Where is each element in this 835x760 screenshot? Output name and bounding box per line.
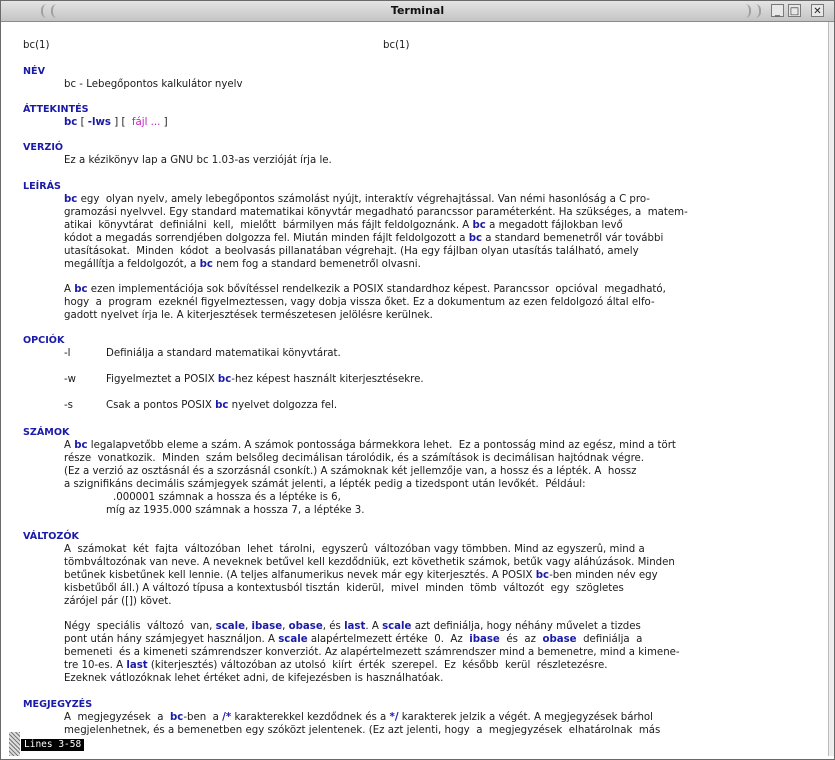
megjegyzes-line: megjelenhetnek, és a bemenetben egy szóközt jelentenek. (Ez azt jelenti, hogy a megjegyzések elhatárolnak más	[64, 725, 661, 736]
window-title: Terminal	[390, 4, 445, 17]
szamok-example: .000001 számnak a hossza és a léptéke is 6,	[113, 492, 341, 503]
pager-status: Lines 3-58	[21, 739, 84, 751]
valtozok-line: tömbváltozónak van neve. A neveknek betűvel kell kezdődniük, ezt követhetik számok, betűk vagy aláhúzások. Minden	[64, 557, 675, 568]
leiras-line: hogy a program ezeknél figyelmeztessen, vagy dobja vissza őket. Ez a dokumentum az ezen feldolgozó által elfo-	[64, 297, 655, 308]
option-desc: Figyelmeztet a POSIX bc-hez képest használt kiterjesztésekre.	[106, 374, 424, 385]
leiras-line: bc egy olyan nyelv, amely lebegőpontos számolást nyújt, interaktív végrehajtással. Van némi hasonlóság a C pro-	[64, 194, 650, 205]
section-title-attekintes: ÁTTEKINTÉS	[23, 104, 89, 115]
option-desc: Definiálja a standard matematikai könyvtárat.	[106, 348, 341, 359]
resize-grip-icon[interactable]	[9, 732, 20, 756]
leiras-line: kódot a megadás sorrendjében dolgozza fel. Miután minden fájlt feldolgozott a bc a standard bemenetről vár további	[64, 233, 664, 244]
megjegyzes-line: A megjegyzések a bc-ben a /* karakterekkel kezdődnek és a */ karakterek jelzik a végét. A megjegyzések bárhol	[64, 712, 653, 723]
szamok-line: A bc legalapvetőbb eleme a szám. A számok pontossága bármekkora lehet. Ez a pontosság mind az egész, mind a tört	[64, 440, 676, 451]
section-title-szamok: SZÁMOK	[23, 427, 70, 438]
szamok-line: része vonatkozik. Minden szám belsőleg decimálisan tárolódik, és a számítások is decimálisan hajtódnak végre.	[64, 453, 645, 464]
synopsis-line: bc [ -lws ] [ fájl ... ]	[64, 117, 168, 128]
valtozok-line: betűnek kisbetűnek kell lennie. (A teljes alfanumerikus nevek már egy kiterjesztés. A POSIX bc-ben minden név egy	[64, 570, 658, 581]
szamok-line: (Ez a verzió az osztásnál és a szorzásnál csonkít.) A számoknak két jellemzője van, a hossz és a lépték. A hossz	[64, 466, 637, 477]
valtozok-line: bemeneti és a kimeneti számrendszer konverziót. Az alapértelmezett számrendszer mind a bemenetre, mind a kimene-	[64, 647, 680, 658]
section-title-valtozok: VÁLTOZÓK	[23, 531, 79, 542]
terminal-content[interactable]	[5, 22, 827, 756]
minimize-button[interactable]: _	[771, 4, 784, 17]
section-title-opciok: OPCIÓK	[23, 335, 65, 346]
leiras-line: A bc ezen implementációja sok bővítéssel rendelkezik a POSIX standardhoz képest. Parancssor opcióval megadható,	[64, 284, 666, 295]
option-flag: -w	[64, 374, 77, 385]
section-title-nev: NÉV	[23, 66, 46, 77]
option-desc: Csak a pontos POSIX bc nyelvet dolgozza fel.	[106, 400, 338, 411]
leiras-line: gadott nyelvet írja le. A kiterjesztések természetesen jelölésre kerülnek.	[64, 310, 433, 321]
leiras-line: megállítja a feldolgozót, a bc nem fog a standard bemenetről olvasni.	[64, 259, 421, 270]
valtozok-line: tre 10-es. A last (kiterjesztés) változóban az utolsó kiírt érték szerepel. Ez később kerül részletezésre.	[64, 660, 608, 671]
valtozok-line: A számokat két fajta változóban lehet tárolni, egyszerû változóban vagy tömbben. Mind az egyszerû, mind a	[64, 544, 645, 555]
verzio-text: Ez a kézikönyv lap a GNU bc 1.03-as verzióját írja le.	[64, 155, 332, 166]
leiras-line: atikai könyvtárat definiálni kell, mielőtt bármilyen más fájlt feldolgoznánk. A bc a megadott fájlokban levő	[64, 220, 623, 231]
close-button[interactable]: ✕	[811, 4, 824, 17]
section-title-leiras: LEÍRÁS	[23, 181, 61, 192]
valtozok-line: Négy speciális változó van, scale, ibase, obase, és last. A scale azt definiálja, hogy néhány művelet a tizdes	[64, 621, 641, 632]
valtozok-line: kisbetűből áll.) A változó típusa a kontextusból tisztán kiderül, mivel minden tömb változót egy szögletes	[64, 583, 624, 594]
leiras-line: utasításokat. Minden kódot a beolvasás pillanatában végrehajt. (Ha egy fájlban olyan utasítás található, amely	[64, 246, 639, 257]
valtozok-line: zárójel pár ([]) követ.	[64, 596, 172, 607]
scrollbar[interactable]	[828, 22, 834, 756]
option-flag: -l	[64, 348, 71, 359]
title-bar[interactable]	[1, 1, 834, 22]
header-right: bc(1)	[383, 40, 410, 51]
option-flag: -s	[64, 400, 73, 411]
section-title-megjegyzes: MEGJEGYZÉS	[23, 699, 93, 710]
valtozok-line: pont után hány számjegyet használjon. A scale alapértelmezett értéke 0. Az ibase és az obase definiálja a	[64, 634, 643, 645]
valtozok-line: Ezeknek vátlozóknak lehet értéket adni, de kifejezésben is használhatóak.	[64, 673, 444, 684]
szamok-example: míg az 1935.000 számnak a hossza 7, a léptéke 3.	[106, 505, 365, 516]
szamok-line: a szignifikáns decimális számjegyek számát jelenti, a lépték pedig a tizedspont után levőkét. Például:	[64, 479, 586, 490]
header-left: bc(1)	[23, 40, 50, 51]
nev-text: bc - Lebegőpontos kalkulátor nyelv	[64, 79, 243, 90]
section-title-verzio: VERZIÓ	[23, 142, 64, 153]
leiras-line: gramozási nyelvvel. Egy standard matematikai könyvtár megadható parancssor paraméterként. Ha szükséges, a matem-	[64, 207, 688, 218]
maximize-button[interactable]: □	[789, 6, 800, 17]
